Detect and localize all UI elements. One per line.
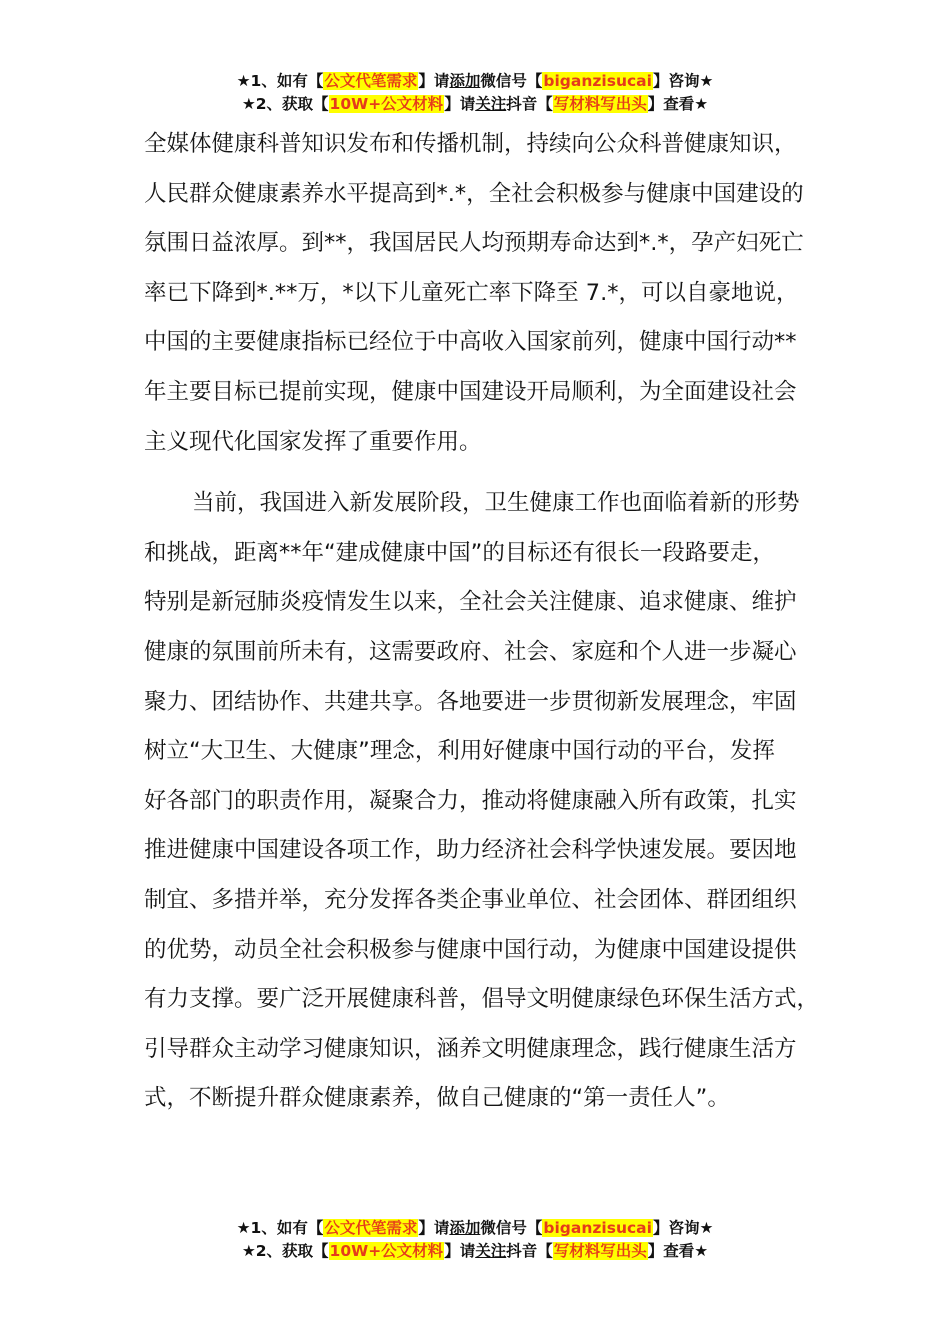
- text-line: 制宜、多措并举，充分发挥各类企事业单位、社会团体、群团组织: [144, 886, 797, 913]
- emphasis-text: 添加: [449, 1219, 481, 1237]
- text-line: 当前，我国进入新发展阶段，卫生健康工作也面临着新的形势: [192, 490, 800, 517]
- footer-banner: [0, 1217, 950, 1263]
- paragraph-2: [144, 479, 820, 1124]
- text-line: 引导群众主动学习健康知识，涵养文明健康理念，践行健康生活方: [144, 1035, 797, 1062]
- footer-banner-line-2: ★2、获取【10W+公文材料】请关注抖音【写材料写出头】查看★: [241, 1242, 709, 1260]
- text-line: 特别是新冠肺炎疫情发生以来，全社会关注健康、追求健康、维护: [144, 589, 797, 616]
- text-line: 有力支撑。要广泛开展健康科普，倡导文明健康绿色环保生活方式，: [144, 986, 820, 1013]
- text-line: 年主要目标已提前实现，健康中国建设开局顺利，为全面建设社会: [144, 378, 797, 405]
- emphasis-text: 关注: [475, 1242, 507, 1260]
- highlight-text: 10W+公文材料: [329, 1242, 444, 1260]
- emphasis-text: 关注: [475, 95, 507, 113]
- text-line: 式，不断提升群众健康素养，做自己健康的“第一责任人”。: [144, 1085, 730, 1112]
- wechat-id: biganzisucai: [543, 1219, 652, 1237]
- text-line: 树立“大卫生、大健康”理念，利用好健康中国行动的平台，发挥: [144, 738, 775, 765]
- text-line: 和挑战，距离**年“建成健康中国”的目标还有很长一段路要走，: [144, 539, 775, 566]
- document-body: [144, 120, 820, 1124]
- footer-banner-line-1: ★1、如有【公文代笔需求】请添加微信号【biganzisucai】咨询★: [236, 1219, 714, 1237]
- emphasis-text: 添加: [449, 72, 481, 90]
- text-line: 率已下降到*.**万，*以下儿童死亡率下降至 7.*，可以自豪地说，: [144, 279, 799, 306]
- text-line: 的优势，动员全社会积极参与健康中国行动，为健康中国建设提供: [144, 936, 797, 963]
- text-line: 聚力、团结协作、共建共享。各地要进一步贯彻新发展理念，牢固: [144, 688, 797, 715]
- highlight-text: 10W+公文材料: [329, 95, 444, 113]
- text-line: 推进健康中国建设各项工作，助力经济社会科学快速发展。要因地: [144, 837, 797, 864]
- text-line: 主义现代化国家发挥了重要作用。: [144, 428, 482, 455]
- text-line: 全媒体健康科普知识发布和传播机制，持续向公众科普健康知识，: [144, 131, 797, 157]
- text-line: 中国的主要健康指标已经位于中高收入国家前列，健康中国行动**: [144, 329, 797, 356]
- paragraph-1: [144, 120, 816, 467]
- text-line: 健康的氛围前所未有，这需要政府、社会、家庭和个人进一步凝心: [144, 638, 797, 665]
- highlight-text: 公文代笔需求: [324, 72, 418, 90]
- header-banner-line-1: ★1、如有【公文代笔需求】请添加微信号【biganzisucai】咨询★: [236, 72, 714, 90]
- text-line: 人民群众健康素养水平提高到*.*，全社会积极参与健康中国建设的: [144, 180, 804, 207]
- wechat-id: biganzisucai: [543, 72, 652, 90]
- text-line: 氛围日益浓厚。到**，我国居民人均预期寿命达到*.*，孕产妇死亡: [144, 230, 804, 257]
- douyin-account: 写材料写出头: [553, 95, 647, 113]
- douyin-account: 写材料写出头: [553, 1242, 647, 1260]
- header-banner-line-2: ★2、获取【10W+公文材料】请关注抖音【写材料写出头】查看★: [241, 95, 709, 113]
- header-banner: [0, 70, 950, 116]
- paragraph-spacer: [144, 467, 816, 479]
- text-line: 好各部门的职责作用，凝聚合力，推动将健康融入所有政策，扎实: [144, 787, 797, 814]
- highlight-text: 公文代笔需求: [324, 1219, 418, 1237]
